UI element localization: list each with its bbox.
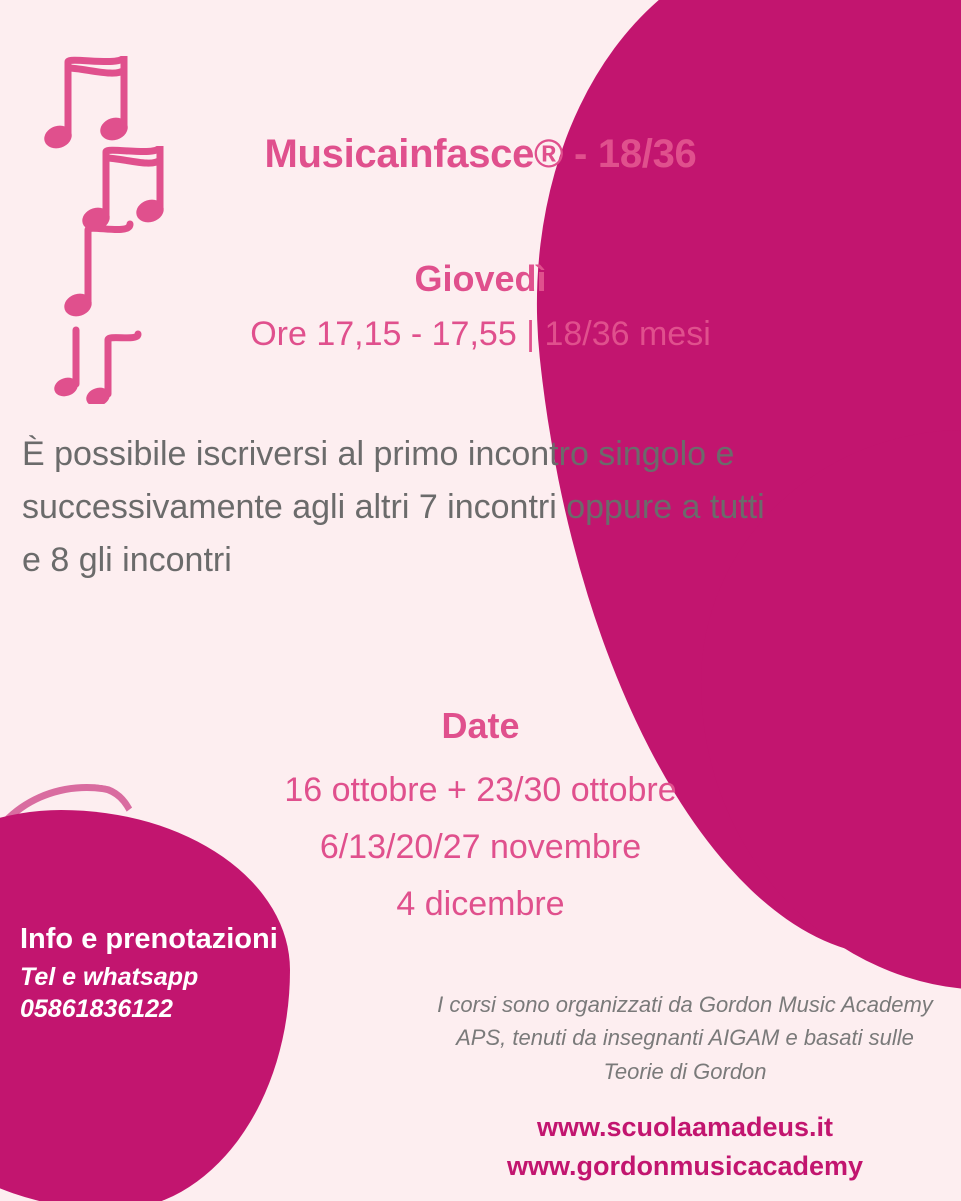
website-link-amadeus[interactable]: www.scuolaamadeus.it — [536, 1112, 834, 1142]
dates-line: 16 ottobre + 23/30 ottobre — [284, 771, 677, 809]
website-links — [425, 1108, 945, 1186]
contact-channel-label: Tel e whatsapp — [20, 962, 199, 991]
contact-info-title: Info e prenotazioni — [20, 923, 278, 955]
dates-heading: Date — [441, 705, 520, 746]
time-and-age-line: Ore 17,15 - 17,55 | 18/36 mesi — [250, 315, 711, 353]
contact-phone-number[interactable]: 05861836122 — [20, 995, 173, 1024]
day-subtitle: Giovedì — [414, 258, 547, 299]
page-title: Musicainfasce® - 18/36 — [264, 132, 697, 176]
dates-line: 4 dicembre — [396, 885, 565, 924]
dates-list — [0, 762, 961, 933]
dates-line: 6/13/20/27 novembre — [319, 828, 642, 867]
organizer-note: I corsi sono organizzati da Gordon Music Academy APS, tenuti da insegnanti AIGAM e basati sulle Teorie di Gordon — [437, 992, 933, 1084]
contact-info-block — [20, 922, 320, 1026]
website-link-gordon[interactable]: www.gordonmusicacademy — [506, 1151, 864, 1182]
description-text: È possibile iscriversi al primo incontro singolo e successivamente agli altri 7 incontri oppure a tutti e 8 gli incontri — [22, 435, 765, 580]
